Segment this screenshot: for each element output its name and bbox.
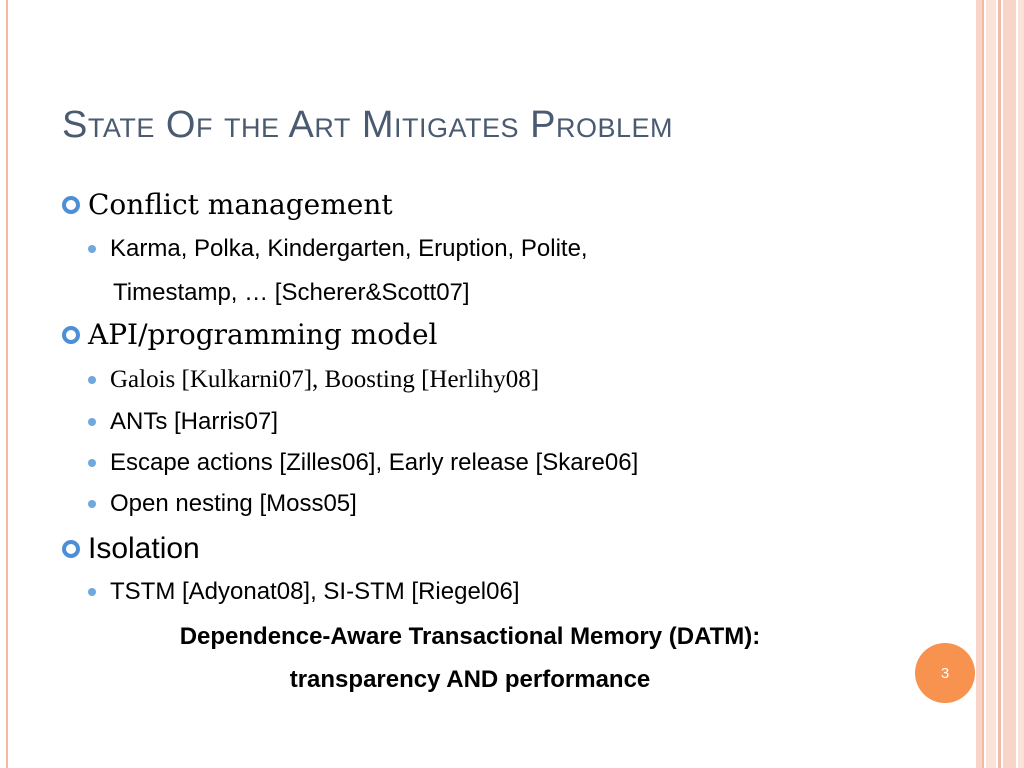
- bullet-text: Conflict management: [88, 188, 393, 221]
- sub-bullet-text: Galois [Kulkarni07], Boosting [Herlihy08]: [110, 366, 540, 393]
- sub-bullet-text: ANTs [Harris07]: [110, 408, 279, 435]
- sub-bullet: [88, 451, 638, 475]
- bullet-text: Isolation: [88, 532, 200, 565]
- page-number: 3: [940, 664, 950, 682]
- bullet-dot-icon: [88, 245, 96, 253]
- sub-bullet-text: Karma, Polka, Kindergarten, Eruption, Polite,: [110, 235, 588, 262]
- bullet-conflict-management: [62, 188, 393, 221]
- bullet-dot-icon: [88, 500, 96, 508]
- sub-bullet: [88, 410, 278, 434]
- sub-bullet: [88, 492, 357, 516]
- bullet-api-programming-model: [62, 318, 438, 351]
- bullet-isolation: [62, 532, 200, 566]
- sub-bullet-text: TSTM [Adyonat08], SI-STM [Riegel06]: [110, 578, 520, 605]
- bullet-ring-icon: [62, 326, 80, 344]
- conclusion-line-2: transparency AND performance: [289, 666, 651, 693]
- slide-title: State Of the Art Mitigates Problem: [62, 104, 673, 146]
- bullet-dot-icon: [88, 459, 96, 467]
- sub-bullet: [88, 237, 588, 261]
- bullet-ring-icon: [62, 196, 80, 214]
- left-border-line: [0, 0, 8, 768]
- conclusion-line-1: Dependence-Aware Transactional Memory (DATM):: [179, 623, 761, 650]
- sub-bullet-text: Open nesting [Moss05]: [110, 490, 357, 517]
- bullet-dot-icon: [88, 418, 96, 426]
- sub-bullet: [88, 367, 539, 392]
- page-number-badge: [915, 643, 975, 703]
- sub-bullet-continuation: Timestamp, … [Scherer&Scott07]: [113, 279, 470, 306]
- right-border-stripes: [976, 0, 1024, 768]
- sub-bullet: [88, 580, 520, 604]
- bullet-dot-icon: [88, 376, 96, 384]
- sub-bullet-text: Escape actions [Zilles06], Early release [Skare06]: [110, 449, 639, 476]
- bullet-dot-icon: [88, 588, 96, 596]
- bullet-ring-icon: [62, 540, 80, 558]
- bullet-text: API/programming model: [88, 318, 438, 351]
